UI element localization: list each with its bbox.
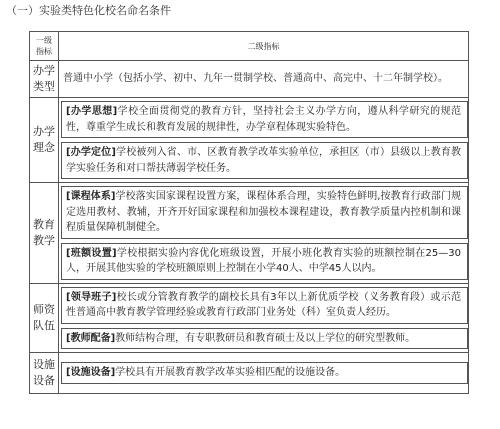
level1-line1: 办学 (33, 64, 55, 77)
item-text: 学校被列入省、市、区教育教学改革实验单位，承担区（市）县级以上教育教学实验任务和对口帮扶薄弱学校任务。 (66, 147, 462, 174)
table-header-row (30, 32, 469, 61)
criteria-item (61, 186, 468, 239)
criteria-item (61, 287, 468, 324)
level1-line2: 教学 (33, 233, 55, 247)
item-text: 教师结构合理，有专职教研员和教育硕士及以上学位的研究型教师。 (115, 332, 416, 344)
item-tag: [设施设备] (66, 367, 116, 379)
item-tag: [办学思想] (66, 106, 118, 117)
level1-cell (30, 61, 59, 98)
header-level2: 二级指标 (59, 32, 469, 61)
section-title: （一）实验类特色化校名命名条件 (6, 4, 171, 17)
level1-line1: 设施 (33, 358, 55, 371)
level2-cell (59, 283, 469, 353)
item-text: 普通中小学（包括小学、初中、九年一贯制学校、普通高中、高完中、十二年制学校）。 (63, 73, 448, 85)
item-text: 学校根据实验内容优化班级设置，开展小班化教育实验的班额控制在25—30人，开展其他实验的学校班额原则上控制在小学40人、中学45人以内。 (66, 247, 462, 274)
level1-cell (30, 283, 59, 353)
criteria-table (29, 31, 469, 394)
table-row (30, 353, 469, 394)
level1-cell (30, 183, 59, 284)
level2-cell (59, 98, 469, 183)
item-tag: [教师配备] (66, 332, 116, 344)
level2-cell (59, 61, 469, 98)
item-tag: [班额设置] (66, 247, 117, 259)
item-text: 学校具有开展教育教学改革实验相匹配的设施设备。 (115, 367, 346, 379)
item-tag: [办学定位] (66, 147, 116, 158)
header-level1-line2: 指标 (36, 47, 52, 56)
table-row (30, 61, 469, 98)
criteria-item (61, 142, 468, 179)
item-text: 校长或分管教育教学的副校长具有3年以上新优质学校（义务教育段）或示范性普通高中教育教学管理经验或教育行政部门业务处（科）室负责人经历。 (66, 291, 461, 318)
level1-line1: 师资 (33, 302, 55, 316)
item-tag: [课程体系] (66, 191, 116, 202)
table-row (30, 183, 469, 284)
level2-cell (59, 183, 469, 284)
level1-line1: 办学 (33, 125, 55, 138)
item-text: 学校落实国家课程设置方案，课程体系合理，实验特色鲜明,按教育行政部门规定选用教材、教辅，开齐开好国家课程和加强校本课程建设，教育教学质量内控机制和课程质量保障机制健全。 (66, 191, 462, 233)
level1-line2: 类型 (33, 80, 55, 93)
table-row (30, 283, 469, 353)
level1-line1: 教育 (33, 217, 55, 231)
criteria-item (61, 328, 468, 350)
table-row (30, 98, 469, 183)
item-text: 学校全面贯彻党的教育方针，坚持社会主义办学方向，遵从科学研究的规范性，尊重学生成长和教育发展的规律性，办学章程体现实验特色。 (66, 106, 462, 133)
header-level1-line1: 一级 (36, 36, 52, 45)
level1-line2: 队伍 (33, 318, 55, 332)
level1-line2: 理念 (33, 141, 55, 154)
header-level1 (30, 32, 59, 61)
level1-cell (30, 98, 59, 183)
criteria-item (61, 362, 468, 384)
criteria-item (61, 243, 468, 280)
level1-cell (30, 353, 59, 394)
criteria-item (61, 101, 468, 138)
level1-line2: 设备 (33, 374, 55, 387)
item-tag: [领导班子] (66, 291, 117, 303)
level2-cell (59, 353, 469, 394)
